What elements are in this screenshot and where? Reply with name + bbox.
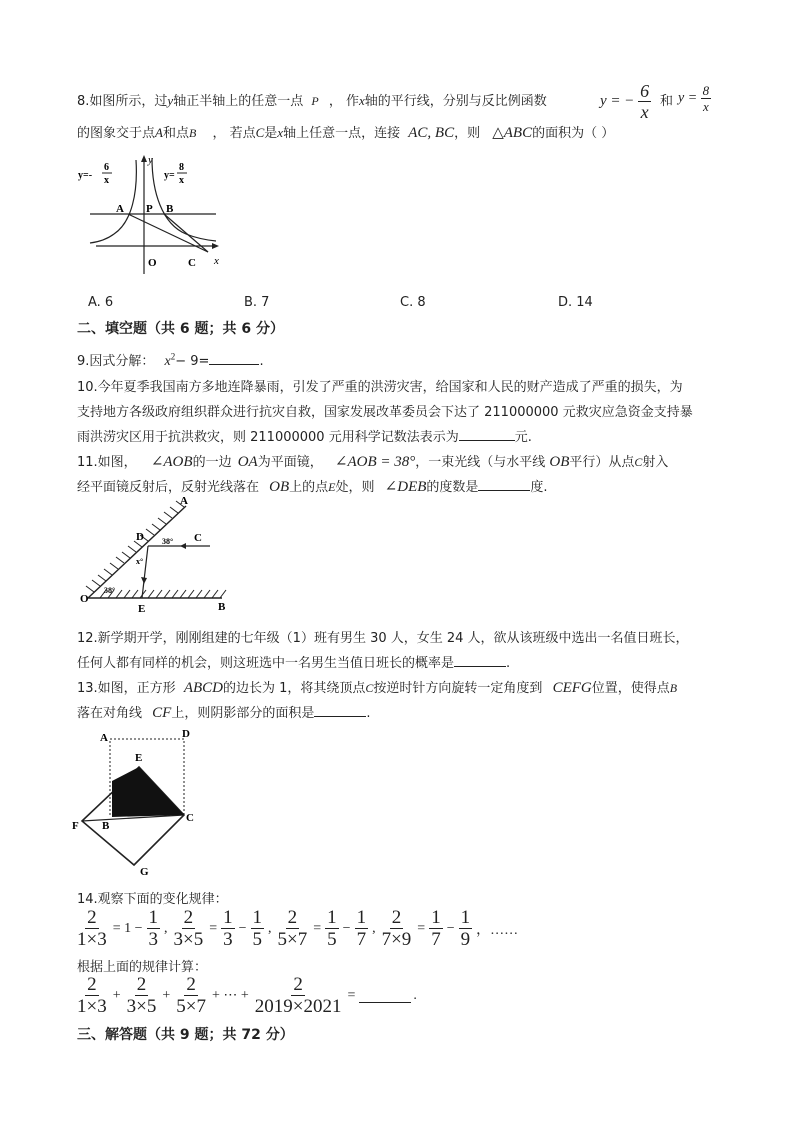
fraction-numerator: 2 xyxy=(293,974,303,995)
graph-point-c: C xyxy=(188,257,196,269)
fraction-denominator: 7 xyxy=(356,929,367,950)
q9 xyxy=(77,350,264,370)
q14-end: . xyxy=(413,987,417,1003)
eq2-num: 8 xyxy=(702,83,710,98)
q11-l2-text3: 处，则 xyxy=(335,480,375,495)
q8-text4: 轴的平行线，分别与反比例函数 xyxy=(364,94,547,109)
fraction-numerator: 2 xyxy=(183,907,194,928)
fraction xyxy=(75,975,109,1016)
fraction-denominator: 5×7 xyxy=(176,996,206,1017)
q8-c: C xyxy=(255,125,265,140)
graph-hyperbola-left xyxy=(90,160,136,243)
q8-y: y xyxy=(167,93,174,108)
q12-answer-blank[interactable] xyxy=(454,653,506,667)
fig13-a: A xyxy=(100,732,108,744)
q8-option-a[interactable]: A. 6 xyxy=(88,295,114,310)
fraction xyxy=(172,908,206,949)
operator: = xyxy=(347,987,356,1003)
q13-line2 xyxy=(77,702,370,722)
q8-b: B xyxy=(188,126,197,140)
fraction-denominator: 7 xyxy=(431,929,441,950)
q13-line1 xyxy=(77,677,677,697)
q12-line2-end: . xyxy=(506,656,511,671)
graph-y-label: y xyxy=(148,154,153,166)
q11-ang-deb: ∠DEB xyxy=(384,479,427,495)
q8-l2-and: 和点 xyxy=(162,126,189,141)
fraction xyxy=(221,908,235,949)
fig13-g: G xyxy=(140,866,149,877)
fraction xyxy=(276,908,310,949)
fraction-numerator: 2 xyxy=(287,907,298,928)
q11-l2-text: 经平面镜反射后，反射光线落在 xyxy=(77,480,260,495)
q13-figure xyxy=(72,725,202,877)
eq2-lhs: y = xyxy=(678,90,698,106)
q8-text3: ， 作 xyxy=(328,94,359,109)
section-2-title: 二、填空题（共 6 题；共 6 分） xyxy=(77,321,284,337)
q14-sum-row xyxy=(75,975,417,1016)
q9-sup: 2 xyxy=(170,351,176,362)
graph-label-right: y= xyxy=(164,170,175,181)
graph-label-left: y=- xyxy=(78,170,93,181)
fig11-d: D xyxy=(136,531,144,543)
fig11-a: A xyxy=(180,495,188,507)
q8-text2: 轴正半轴上的任意一点 xyxy=(173,94,304,109)
fraction xyxy=(253,975,344,1016)
fraction-denominator: 5×7 xyxy=(277,929,308,950)
q8-text: 8.如图所示，过 xyxy=(77,94,168,109)
q11-text2: 的一边 xyxy=(192,455,232,470)
q11-oa: OA xyxy=(237,454,258,470)
fraction-numerator: 2 xyxy=(391,907,402,928)
graph-point-o: O xyxy=(148,257,157,269)
operator: − xyxy=(342,920,351,936)
fraction-denominator: 1×3 xyxy=(77,996,107,1017)
fig13-d: D xyxy=(182,728,190,740)
q8-l2-text3: 是 xyxy=(264,126,278,141)
q13-text2: 的边长为 1，将其绕顶点 xyxy=(223,681,366,696)
q13-cefg: CEFG xyxy=(552,680,592,696)
operator: − xyxy=(238,920,247,936)
graph-label-left-num: 6 xyxy=(104,162,109,173)
q13-c: C xyxy=(365,681,374,695)
q11-l2-text4: 的度数是 xyxy=(426,480,479,495)
q10-answer-blank[interactable] xyxy=(459,427,515,441)
q8-option-b[interactable]: B. 7 xyxy=(244,295,270,310)
q13-text4: 位置，使得点 xyxy=(591,681,670,696)
fraction-denominator: 3 xyxy=(223,929,233,950)
fraction-numerator: 1 xyxy=(431,907,441,928)
q13-l2-text2: 上，则阴影部分的面积是 xyxy=(171,706,315,721)
fraction-denominator: 3×5 xyxy=(173,929,204,950)
q14-pattern-row xyxy=(75,908,520,949)
fraction xyxy=(429,908,443,949)
q11-l2-text5: 度. xyxy=(530,480,548,495)
q13-b: B xyxy=(669,681,678,695)
q12-line1: 12.新学期开学，刚刚组建的七年级（1）班有男生 30 人，女生 24 人，欲从该班级中选出一名值日班长， xyxy=(77,631,689,646)
q8-p: P xyxy=(311,94,319,108)
graph-label-right-num: 8 xyxy=(179,162,184,173)
q11-ob2: OB xyxy=(269,479,290,495)
graph-label-left-den: x xyxy=(104,175,109,186)
graph-label-right-den: x xyxy=(179,175,184,186)
ob-hatch xyxy=(100,590,226,598)
graph-point-a: A xyxy=(116,203,124,215)
eq1-num: 6 xyxy=(640,81,650,101)
q8-option-d[interactable]: D. 14 xyxy=(558,295,593,310)
operator: = xyxy=(417,920,426,936)
fraction-denominator: 3 xyxy=(148,929,159,950)
fraction xyxy=(147,908,161,949)
graph-point-p: P xyxy=(146,203,153,215)
fraction-denominator: 2019×2021 xyxy=(254,996,342,1017)
operator: = 1 − xyxy=(112,920,143,936)
q9-expr: x xyxy=(164,354,171,369)
q11-e: E xyxy=(328,480,336,494)
q11-text3: 为平面镜， xyxy=(257,455,323,470)
fig13-f: F xyxy=(72,820,79,832)
q13-abcd: ABCD xyxy=(183,680,223,696)
fig13-e: E xyxy=(135,752,143,764)
q9-answer-blank[interactable] xyxy=(209,351,259,365)
q8-l2-text2: ， 若点 xyxy=(212,126,256,141)
fraction xyxy=(380,908,414,949)
q9-end: . xyxy=(259,354,264,369)
q11-line2 xyxy=(77,476,548,496)
fraction xyxy=(325,908,339,949)
fig11-angle2: 38° xyxy=(104,586,116,595)
q8-x: x xyxy=(358,93,365,108)
q8-and: 和 xyxy=(660,94,674,109)
fraction-numerator: 1 xyxy=(356,907,367,928)
graph-hyperbola-right xyxy=(152,158,216,241)
mirror-oa xyxy=(88,506,186,598)
fig11-e: E xyxy=(138,603,146,615)
fig11-c: C xyxy=(194,532,202,544)
q8-a: A xyxy=(155,125,163,140)
q8-l2-text4: 轴上任意一点，连接 xyxy=(283,126,401,141)
q10-line3-end: 元. xyxy=(514,430,532,445)
q8-l2-text5: ，则 xyxy=(454,126,481,141)
q8-tri: △ABC xyxy=(492,125,533,141)
fraction-denominator: 3×5 xyxy=(126,996,157,1017)
q14-answer-blank[interactable] xyxy=(359,989,411,1003)
operator: + ⋯ + xyxy=(211,988,249,1003)
q10-line2: 支持地方各级政府组织群众进行抗灾自救，国家发展改革委员会下达了 211000000 元救灾应急资金支持暴 xyxy=(77,405,693,420)
fig11-o: O xyxy=(80,593,89,605)
eq1-lhs: y = − xyxy=(600,92,635,109)
shaded-region xyxy=(112,767,184,817)
fraction-numerator: 1 xyxy=(252,907,263,928)
q13-text: 13.如图，正方形 xyxy=(77,681,176,696)
fraction-numerator: 2 xyxy=(136,974,147,995)
q13-answer-blank[interactable] xyxy=(314,703,366,717)
operator: + xyxy=(162,987,171,1003)
operator: + xyxy=(112,987,121,1003)
fig11-angle3: x° xyxy=(136,557,144,566)
q11-c: C xyxy=(634,455,643,469)
q8-l2-text6: 的面积为（ ） xyxy=(532,126,615,141)
q14-title: 14.观察下面的变化规律： xyxy=(77,892,228,907)
fraction xyxy=(355,908,369,949)
q14-sub: 根据上面的规律计算： xyxy=(77,960,208,975)
q8-acbc: AC, BC xyxy=(408,125,455,141)
fraction-numerator: 1 xyxy=(223,907,233,928)
q8-line2 xyxy=(77,122,614,142)
fraction-numerator: 1 xyxy=(460,907,471,928)
q8-l2-text: 的图象交于点 xyxy=(77,126,156,141)
q12-line2 xyxy=(77,652,510,671)
fraction xyxy=(459,908,473,949)
q11-text: 11.如图， xyxy=(77,455,137,470)
ray-de xyxy=(142,546,148,598)
fig13-c: C xyxy=(186,812,194,824)
q13-cf: CF xyxy=(152,705,172,721)
fig11-angle1: 38° xyxy=(162,537,174,546)
operator: ，…… xyxy=(476,922,519,938)
graph-x-label: x xyxy=(214,255,219,267)
operator: , xyxy=(268,920,272,936)
q9-tail: − 9= xyxy=(175,354,210,369)
fraction-numerator: 2 xyxy=(186,974,196,995)
graph-point-b: B xyxy=(166,203,174,215)
q11-figure xyxy=(80,494,230,616)
q10-line3 xyxy=(77,426,532,445)
q13-text3: 按逆时针方向旋转一定角度到 xyxy=(373,681,543,696)
eq2-den: x xyxy=(703,99,709,114)
q8-option-c[interactable]: C. 8 xyxy=(400,295,426,310)
q8-line1 xyxy=(77,90,547,109)
fraction-numerator: 1 xyxy=(327,907,337,928)
q10-line3-text: 雨洪涝灾区用于抗洪救灾，则 211000000 元用科学记数法表示为 xyxy=(77,430,459,445)
operator: = xyxy=(313,920,322,936)
q11-ob: OB xyxy=(549,454,570,470)
q11-ang-eq: ∠AOB = 38° xyxy=(334,454,416,470)
q11-text6: 射入 xyxy=(642,455,669,470)
fraction-denominator: 9 xyxy=(460,929,471,950)
fraction xyxy=(75,908,109,949)
operator: , xyxy=(372,920,376,936)
q8-graph xyxy=(76,152,226,280)
operator: − xyxy=(446,920,455,936)
fraction xyxy=(125,975,159,1016)
q8-eq1 xyxy=(600,82,651,121)
fraction-numerator: 1 xyxy=(148,907,159,928)
fraction-denominator: 7×9 xyxy=(381,929,412,950)
q11-ang-aob: ∠AOB xyxy=(150,454,193,470)
q12-line2-text: 任何人都有同样的机会，则这班选中一名男生当值日班长的概率是 xyxy=(77,656,455,671)
fraction xyxy=(174,975,208,1016)
q11-answer-blank[interactable] xyxy=(478,477,530,491)
q11-text5: 平行）从点 xyxy=(569,455,635,470)
q10-line1: 10.今年夏季我国南方多地连降暴雨，引发了严重的洪涝灾害，给国家和人民的财产造成了严重的损失，为 xyxy=(77,380,683,395)
eq1-den: x xyxy=(640,102,649,122)
q11-l2-text2: 上的点 xyxy=(289,480,329,495)
q9-text: 9.因式分解： xyxy=(77,354,155,369)
q11-text4: ，一束光线（与水平线 xyxy=(415,455,546,470)
q8-l2-x: x xyxy=(277,125,284,140)
operator: = xyxy=(209,920,218,936)
fraction xyxy=(251,908,265,949)
q13-l2-text3: . xyxy=(366,706,371,721)
fig13-b: B xyxy=(102,820,110,832)
fraction-denominator: 1×3 xyxy=(77,929,107,950)
fig11-b: B xyxy=(218,601,226,613)
fraction-numerator: 2 xyxy=(87,907,97,928)
q8-eq2 xyxy=(678,84,711,113)
operator: , xyxy=(164,920,168,936)
q11-line1 xyxy=(77,451,668,471)
fraction-denominator: 5 xyxy=(252,929,263,950)
section-3-title: 三、解答题（共 9 题；共 72 分） xyxy=(77,1027,294,1043)
q13-l2-text: 落在对角线 xyxy=(77,706,143,721)
fraction-numerator: 2 xyxy=(87,974,97,995)
fraction-denominator: 5 xyxy=(327,929,337,950)
